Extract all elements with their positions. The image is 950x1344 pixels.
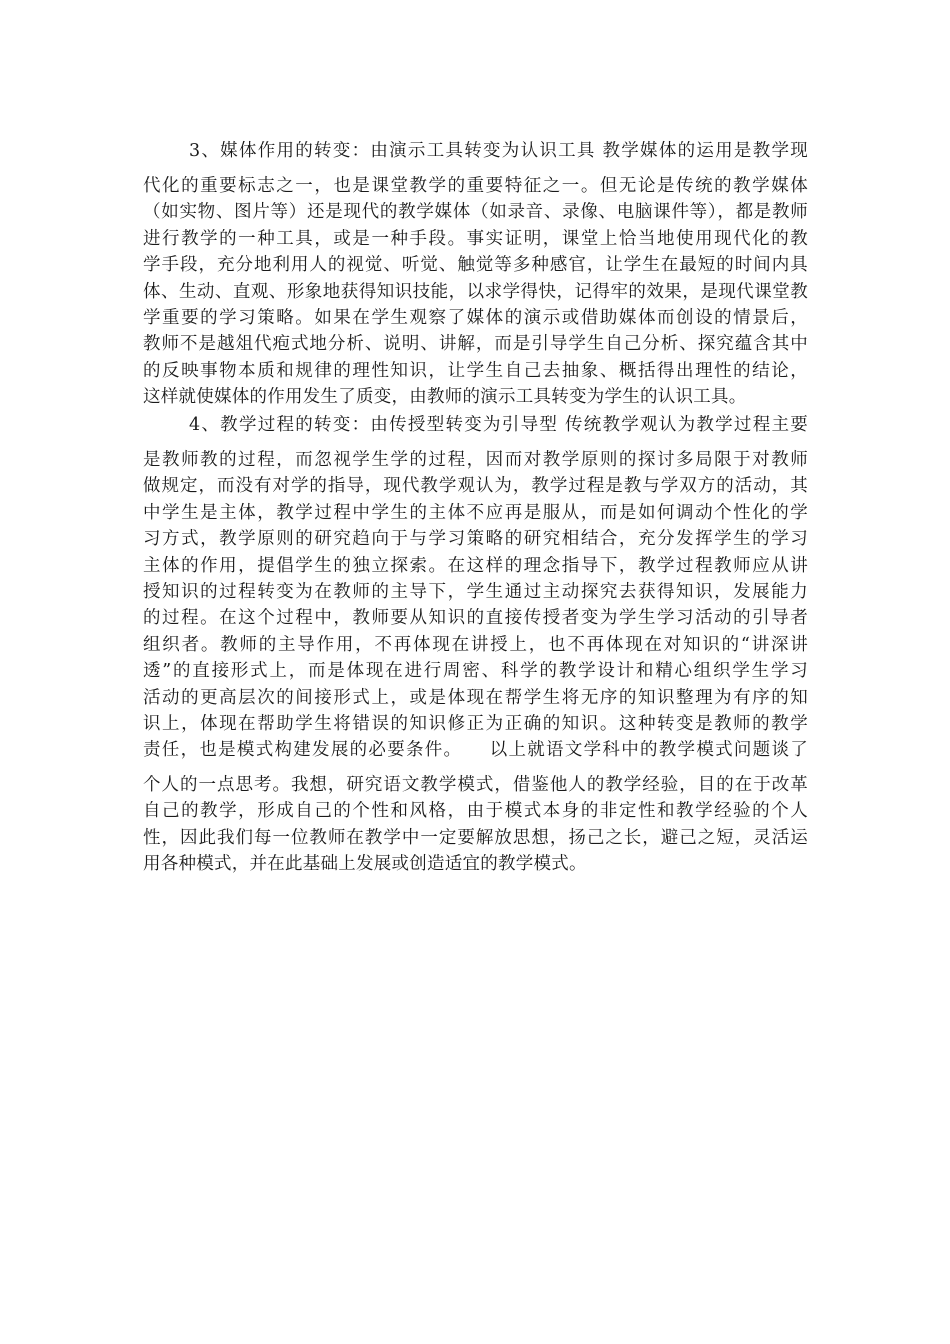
text-line: 识上，体现在帮助学生将错误的知识修正为正确的知识。这种转变是教师的教学 [143, 713, 808, 734]
section-4-body-paragraph [143, 447, 808, 737]
text-line: 学重要的学习策略。如果在学生观察了媒体的演示或借助媒体而创设的情景后， [143, 307, 808, 328]
text-line: 的过程。在这个过程中，教师要从知识的直接传授者变为学生学习活动的引导者 [143, 608, 808, 629]
text-line: 做规定，而没有对学的指导，现代教学观认为，教学过程是教与学双方的活动，其 [143, 476, 808, 497]
text-line: 活动的更高层次的间接形式上，或是体现在帮学生将无序的知识整理为有序的知 [143, 687, 808, 708]
text-line: 学手段，充分地利用人的视觉、听觉、触觉等多种感官，让学生在最短的时间内具 [143, 255, 808, 276]
transition-paragraph [143, 737, 808, 763]
text-line: 授知识的过程转变为在教师的主导下，学生通过主动探究去获得知识，发展能力 [143, 581, 808, 602]
closing-paragraph [143, 772, 808, 878]
text-line: 的反映事物本质和规律的理性知识，让学生自己去抽象、概括得出理性的结论， [143, 360, 808, 381]
text-line: 组织者。教师的主导作用，不再体现在讲授上，也不再体现在对知识的“讲深讲 [143, 634, 808, 655]
text-line: 进行教学的一种工具，或是一种手段。事实证明，课堂上恰当地使用现代化的教 [143, 228, 808, 249]
text-line: 个人的一点思考。我想，研究语文教学模式，借鉴他人的教学经验，目的在于改革 [143, 775, 808, 795]
text-line: 4、教学过程的转变：由传授型转变为引导型 传统教学观认为教学过程主要 [189, 415, 808, 435]
text-line: 这样就使媒体的作用发生了质变，由教师的演示工具转变为学生的认识工具。 [143, 387, 747, 408]
text-line: 3、媒体作用的转变：由演示工具转变为认识工具 教学媒体的运用是教学现 [189, 141, 808, 161]
text-line: 教师不是越俎代疱式地分析、说明、讲解，而是引导学生自己分析、探究蕴含其中 [143, 334, 808, 355]
text-line: （如实物、图片等）还是现代的教学媒体（如录音、录像、电脑课件等），都是教师 [143, 202, 808, 223]
section-4-heading-paragraph [143, 412, 808, 438]
text-line: 自己的教学，形成自己的个性和风格，由于模式本身的非定性和教学经验的个人 [143, 801, 808, 822]
text-line: 是教师教的过程，而忽视学生学的过程，因而对教学原则的探讨多局限于对教师 [143, 450, 808, 470]
text-line: 透”的直接形式上，而是体现在进行周密、科学的教学设计和精心组织学生学习 [143, 661, 808, 682]
text-line: 责任，也是模式构建发展的必要条件。 以上就语文学科中的教学模式问题谈了 [143, 740, 808, 760]
section-3-body-paragraph [143, 173, 808, 411]
text-line: 性，因此我们每一位教师在教学中一定要解放思想，扬己之长，避己之短，灵活运 [143, 827, 808, 848]
text-line: 代化的重要标志之一，也是课堂教学的重要特征之一。但无论是传统的教学媒体 [143, 176, 808, 196]
text-line: 主体的作用，提倡学生的独立探索。在这样的理念指导下，教学过程教师应从讲 [143, 555, 808, 576]
text-line: 体、生动、直观、形象地获得知识技能，以求学得快，记得牢的效果，是现代课堂教 [143, 281, 808, 302]
text-line: 用各种模式，并在此基础上发展或创造适宜的教学模式。 [143, 854, 587, 875]
text-line: 中学生是主体，教学过程中学生的主体不应再是服从，而是如何调动个性化的学 [143, 502, 808, 523]
section-3-heading-paragraph [143, 138, 808, 164]
text-line: 习方式，教学原则的研究趋向于与学习策略的研究相结合，充分发挥学生的学习 [143, 529, 808, 550]
